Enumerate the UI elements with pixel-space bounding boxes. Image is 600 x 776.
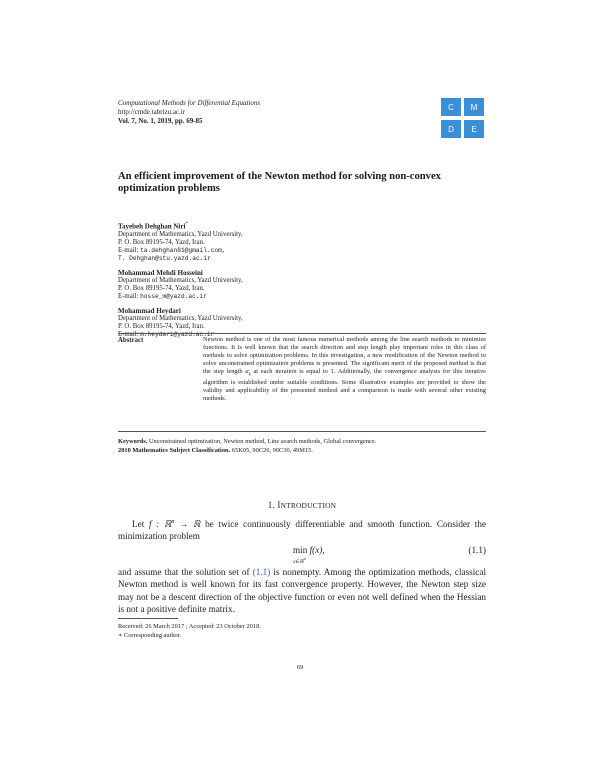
- author-department: Department of Mathematics, Yazd University,: [118, 277, 243, 285]
- section-number: 1.: [267, 500, 275, 510]
- section-heading: [118, 500, 486, 510]
- email-label: E-mail:: [118, 247, 139, 255]
- superscript-n: n: [171, 519, 175, 525]
- text-span: be twice continuously differentiable and smooth function. Consider the minimization problem: [118, 519, 487, 542]
- equation-operator: min: [293, 545, 308, 555]
- page-number: 69: [296, 664, 304, 671]
- paper-title: An efficient improvement of the Newton method for solving non-convex optimization problems: [118, 171, 441, 194]
- journal-name: Computational Methods for Differential Equations: [118, 99, 261, 107]
- msc-text: 65K05, 90C26, 90C30, 49M15.: [231, 447, 313, 454]
- paragraph-continued: [118, 566, 486, 615]
- paragraph-intro: [118, 516, 486, 543]
- equation-body: f(x),: [309, 545, 325, 555]
- abstract-label: Abstract: [118, 337, 144, 344]
- alpha-symbol: α: [245, 368, 249, 376]
- text-span: Let: [132, 519, 149, 530]
- author-email[interactable]: hosse_m@yazd.ac.ir: [140, 293, 207, 301]
- author-email[interactable]: m.heydari@yazd.ac.ir: [140, 331, 215, 339]
- author-name: Mohammad Mehdi Hosseini: [118, 269, 203, 278]
- section-initial: I: [277, 500, 281, 510]
- author-block: [118, 269, 488, 301]
- alpha-subscript: k: [248, 371, 251, 377]
- logo-letter-m: M: [464, 98, 484, 116]
- function-def: f : ℝ: [149, 519, 172, 530]
- abstract-text: [203, 336, 486, 403]
- logo-letter-d: D: [441, 120, 461, 138]
- journal-url[interactable]: http://cmde.tabrizu.ac.ir: [118, 108, 186, 116]
- footnotes: [118, 623, 261, 640]
- text-span: and assume that the solution set of: [118, 567, 253, 577]
- equation-expression: [293, 545, 325, 565]
- keywords-text: Unconstrained optimization, Newton method, Line search methods, Global convergence.: [148, 438, 377, 445]
- author-list: [118, 221, 488, 345]
- author-address: P. O. Box 89195-74, Yazd, Iran.: [118, 239, 205, 247]
- author-email[interactable]: T. Dehghan@stu.yazd.ac.ir: [118, 255, 211, 263]
- corresponding-note: ∗ Corresponding author.: [118, 631, 182, 639]
- author-block: [118, 221, 488, 263]
- author-department: Department of Mathematics, Yazd University,: [118, 315, 243, 323]
- abstract-text-part: Newton method is one of the most famous numerical methods among the line search methods to minimize functions. It is well known that the search direction and step length play important roles in this class of methods to solve optimization problems. In this investigation, a new modification of the Newton method to solve unconstrained optimization problems is presented. The significant merit of the proposed method is that the step length: [203, 336, 486, 376]
- author-name: Tayebeh Dehghan Niri: [118, 222, 186, 231]
- logo-letter-e: E: [464, 120, 484, 138]
- function-codomain: → ℝ: [174, 519, 201, 530]
- equation-1-1: [118, 543, 486, 563]
- author-block: [118, 307, 488, 339]
- journal-logo: [441, 98, 487, 140]
- equation-number: (1.1): [468, 545, 486, 555]
- email-label: E-mail:: [118, 293, 139, 301]
- author-address: P. O. Box 89195-74, Yazd, Iran.: [118, 285, 205, 293]
- subscript-sup: n: [303, 556, 306, 561]
- email-label: E-mail:: [118, 331, 139, 339]
- abstract-top-rule: [118, 333, 486, 334]
- journal-header: [118, 99, 260, 126]
- text-span: is nonempty. Among the optimization methods, classical Newton method is well known for its fast convergence property. However, the Newton step size may not be a descent direction of the objective function or even not well defined when the Hessian is not a positive definite matrix.: [118, 567, 487, 614]
- journal-volume: Vol. 7, No. 1, 2019, pp. 69-85: [118, 117, 203, 125]
- received-date: Received: 26 March 2017 ; Accepted: 23 October 2018.: [118, 623, 261, 630]
- msc-label: 2010 Mathematics Subject Classification.: [118, 447, 231, 454]
- logo-letter-c: C: [441, 98, 461, 116]
- author-name: Mohammad Heydari: [118, 307, 181, 316]
- author-department: Department of Mathematics, Yazd University,: [118, 231, 243, 239]
- corresponding-mark: *: [185, 222, 188, 227]
- abstract-text-part: at each iteration is equal to 1. Additionally, the convergence analysis for this iterative algorithm is established under suitable conditions. Some illustrative examples are provided to show the validity and applicability of the presented method and a comparison is made with several other existing methods.: [203, 368, 486, 402]
- author-email[interactable]: ta.dehghan81@gmail.com,: [140, 247, 226, 255]
- keywords-label: Keywords.: [118, 438, 148, 445]
- equation-subscript: [293, 556, 306, 565]
- footnote-rule: [118, 618, 178, 619]
- keywords-block: [118, 437, 486, 455]
- section-title-rest: NTRODUCTION: [280, 501, 337, 510]
- author-address: P. O. Box 89195-74, Yazd, Iran.: [118, 323, 205, 331]
- subscript-text: x∈ℝ: [293, 558, 304, 565]
- equation-reference-link[interactable]: (1.1): [252, 567, 271, 577]
- abstract-bottom-rule: [118, 431, 486, 432]
